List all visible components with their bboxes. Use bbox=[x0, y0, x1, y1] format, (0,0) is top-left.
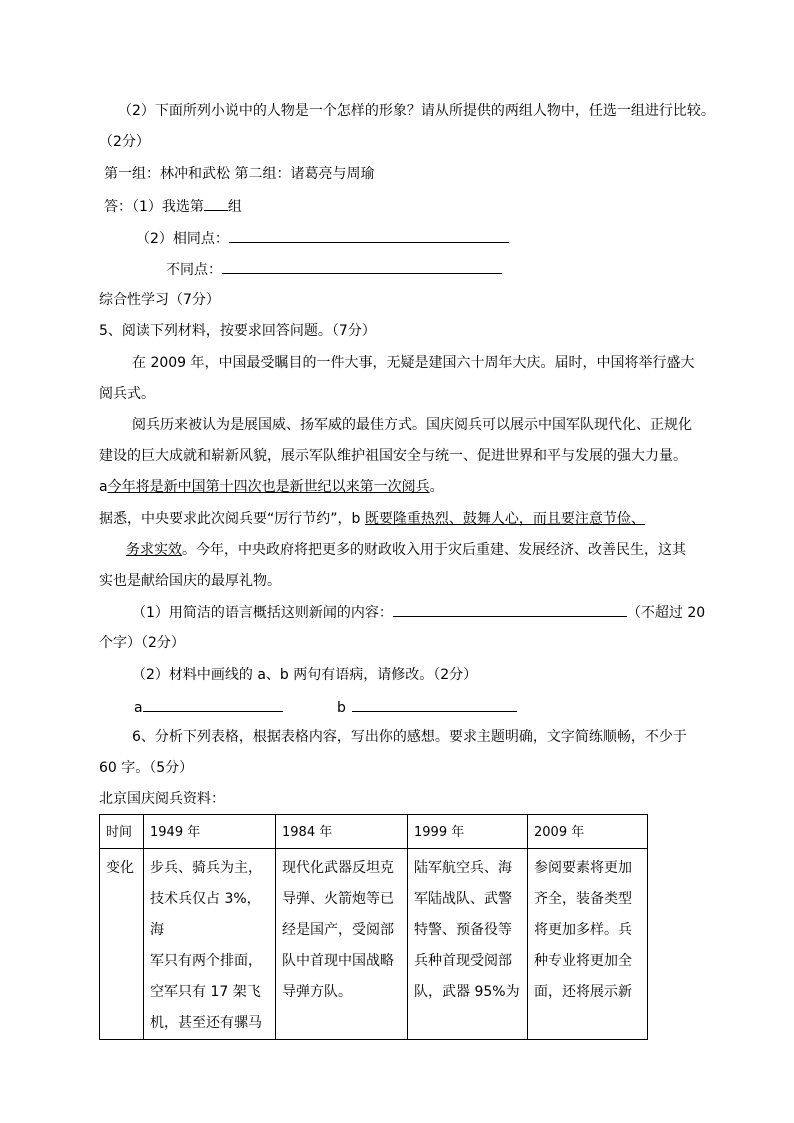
line4-prefix: 据悉，中央要求此次阅兵要“厉行节约”，b bbox=[99, 511, 365, 527]
q5-p2-line2: 建设的巨大成就和崭新风貌，展示军队维护祖国安全与统一、促进世界和平与发展的强大力量。 bbox=[99, 448, 687, 464]
fill-b-label: b bbox=[337, 700, 346, 716]
header-cell: 1984 年 bbox=[276, 815, 408, 849]
same-answer-blank[interactable] bbox=[229, 228, 509, 243]
table-cell: 陆军航空兵、海 军陆战队、武警 特警、预备役等 兵种首现受阅部 队，武器 95%为 bbox=[408, 849, 528, 1040]
underlined-sentence-b-part1: 既要隆重热烈、鼓舞人心，而且要注意节俭、 bbox=[364, 511, 645, 527]
q5-sub1-line2: 个字）（2分） bbox=[99, 635, 185, 651]
q6-line1: 6、分析下列表格，根据表格内容，写出你的感想。要求主题明确，文字简练顺畅，不少于 bbox=[132, 729, 687, 745]
q2-answer-choice bbox=[104, 196, 242, 217]
q2-same-row bbox=[136, 228, 509, 249]
q5-line5 bbox=[126, 540, 686, 560]
sub1-suffix: （不超过 20 bbox=[626, 605, 706, 621]
underlined-sentence-a: 今年将是新中国第十四次也是新世纪以来第一次阅兵 bbox=[107, 479, 430, 495]
header-cell: 时间 bbox=[100, 815, 144, 849]
fix-a-blank[interactable] bbox=[143, 697, 283, 712]
q5-sub1 bbox=[132, 602, 705, 623]
q5-fill-b bbox=[337, 697, 517, 718]
parade-data-table bbox=[99, 814, 648, 1040]
header-cell: 1999 年 bbox=[408, 815, 528, 849]
table-row bbox=[100, 849, 648, 1040]
table-cell: 参阅要素将更加 齐全，装备类型 将更加多样。兵 种专业将更加全 面，还将展示新 bbox=[528, 849, 648, 1040]
q2-groups: 第一组：林冲和武松 第二组：诸葛亮与周瑜 bbox=[104, 166, 375, 182]
q5-line6: 实也是献给国庆的最厚礼物。 bbox=[99, 573, 281, 589]
q2-diff-row bbox=[166, 259, 502, 280]
answer-prefix: 答：（1）我选第 bbox=[104, 199, 204, 215]
row-label-cell: 变化 bbox=[100, 849, 144, 1040]
q5-line4 bbox=[99, 509, 645, 529]
mark-a: a bbox=[99, 479, 108, 495]
q5-p1-line2: 阅兵式。 bbox=[99, 386, 155, 402]
q6-line2: 60 字。（5分） bbox=[99, 760, 194, 776]
q2-prompt-line2: （2分） bbox=[99, 134, 150, 150]
diff-label: 不同点： bbox=[166, 262, 222, 278]
q6-table-title: 北京国庆阅兵资料： bbox=[99, 791, 225, 807]
table-header-row bbox=[100, 815, 648, 849]
table-cell: 现代化武器反坦克 导弹、火箭炮等已 经是国产，受阅部 队中首现中国战略 导弹方队。 bbox=[276, 849, 408, 1040]
q5-fill-a bbox=[134, 697, 283, 718]
header-cell: 1949 年 bbox=[144, 815, 276, 849]
table-cell: 步兵、骑兵为主， 技术兵仅占 3%，海 军只有两个排面， 空军只有 17 架飞 机，甚至还有骡马 bbox=[144, 849, 276, 1040]
q5-p1-line1: 在 2009 年，中国最受瞩目的一件大事，无疑是建国六十周年大庆。届时，中国将举行盛大 bbox=[132, 355, 695, 371]
fix-b-blank[interactable] bbox=[352, 697, 517, 712]
q5-sentence-a bbox=[99, 477, 444, 497]
section-title: 综合性学习（7分） bbox=[99, 292, 220, 308]
q2-prompt-line1: （2）下面所列小说中的人物是一个怎样的形象？请从所提供的两组人物中，任选一组进行比较。 bbox=[118, 103, 715, 119]
line5-rest: 。今年，中央政府将把更多的财政收入用于灾后重建、发展经济、改善民生，这其 bbox=[182, 542, 686, 558]
fill-a-label: a bbox=[134, 700, 143, 716]
q5-title: 5、阅读下列材料，按要求回答问题。（7分） bbox=[99, 323, 376, 339]
same-label: （2）相同点： bbox=[136, 231, 229, 247]
underlined-sentence-b-part2: 务求实效 bbox=[126, 542, 182, 558]
sentence-a-end: 。 bbox=[429, 479, 444, 495]
q5-p2-line1: 阅兵历来被认为是展国威、扬军威的最佳方式。国庆阅兵可以展示中国军队现代化、正规化 bbox=[132, 417, 692, 433]
header-cell: 2009 年 bbox=[528, 815, 648, 849]
group-choice-blank[interactable] bbox=[204, 196, 228, 211]
sub1-prefix: （1）用简洁的语言概括这则新闻的内容： bbox=[132, 605, 393, 621]
answer-suffix: 组 bbox=[227, 199, 242, 215]
diff-answer-blank[interactable] bbox=[222, 259, 502, 274]
q5-sub2: （2）材料中画线的 a、b 两句有语病，请修改。（2分） bbox=[132, 667, 478, 683]
summary-blank[interactable] bbox=[393, 602, 627, 617]
